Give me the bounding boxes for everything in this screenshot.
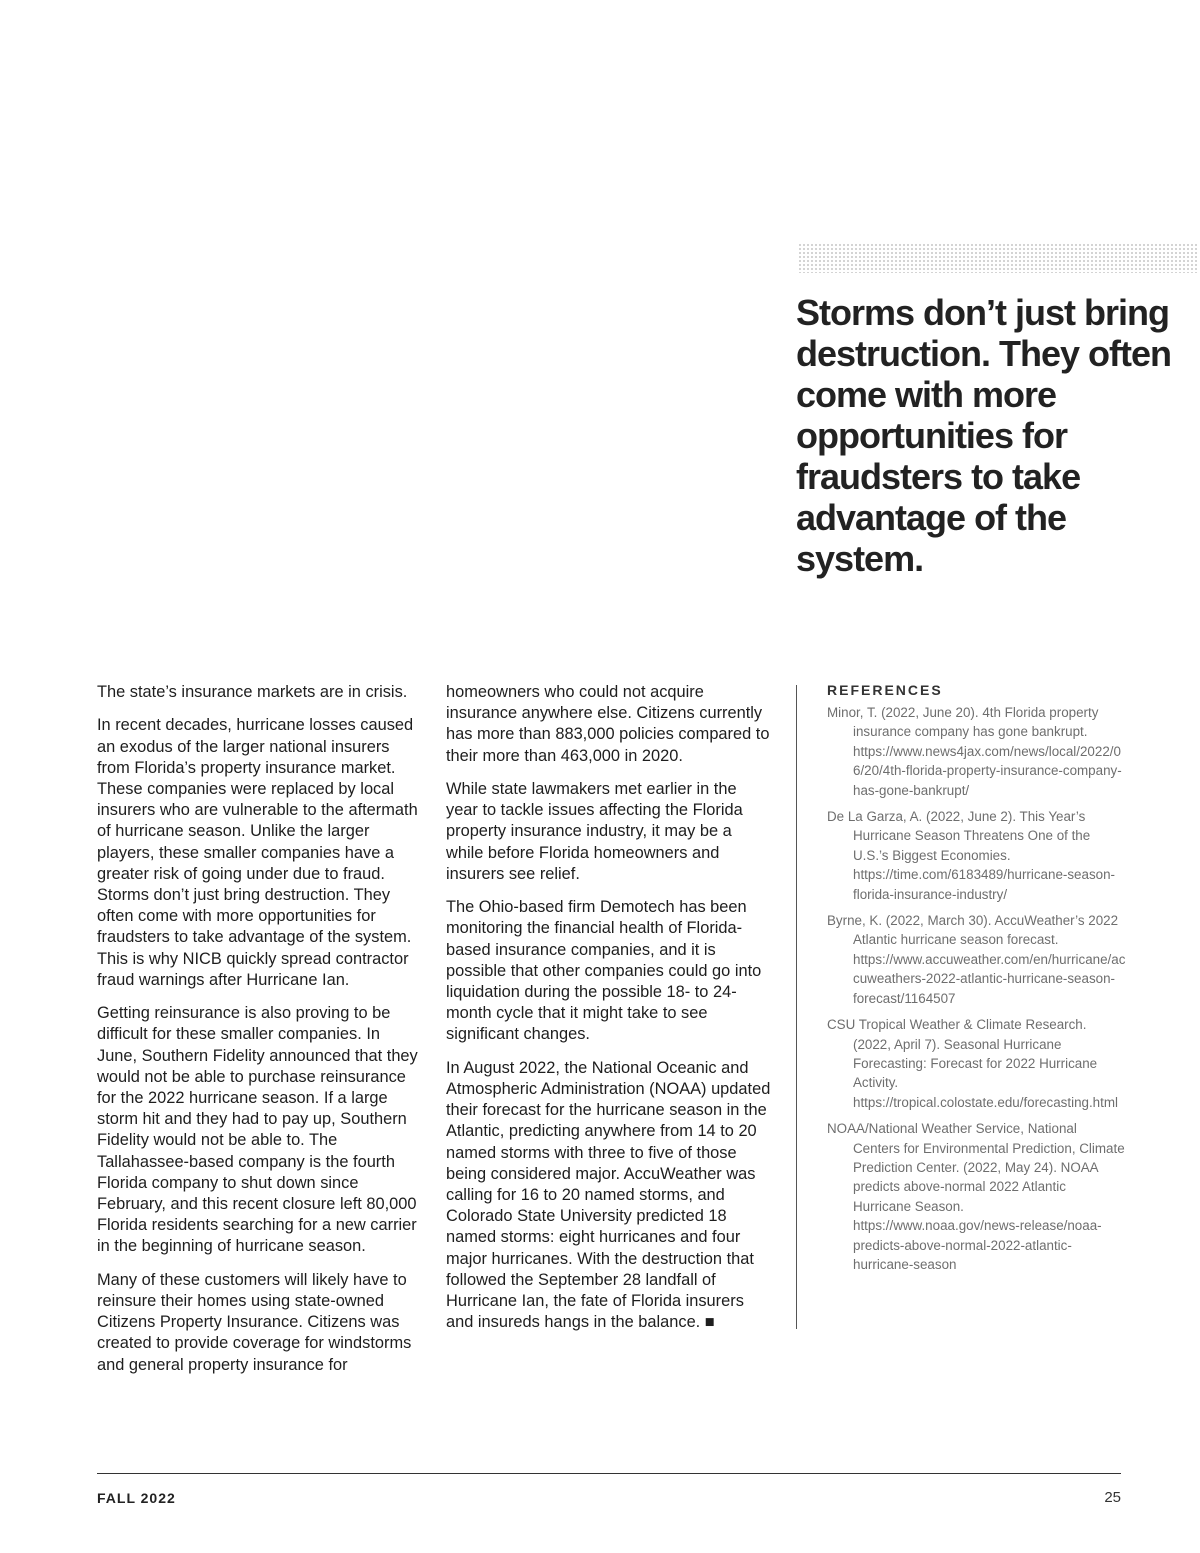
reference-item: Minor, T. (2022, June 20). 4th Florida property insurance company has gone bankrupt. https://www.news4jax.com/news/local/2022/06/20/4th-florida-property-insurance-company-has-gone-bankrupt/ bbox=[827, 705, 1122, 798]
references-section bbox=[827, 681, 1127, 1281]
pull-quote: Storms don’t just bring destruction. They often come with more opportunities for fraudsters to take advantage of the system. bbox=[796, 292, 1172, 579]
article-column-1 bbox=[97, 682, 423, 1388]
reference-item: De La Garza, A. (2022, June 2). This Year’s Hurricane Season Threatens One of the U.S.’s Biggest Economies. https://time.com/6183489/hurricane-season-florida-insurance-industry/ bbox=[827, 809, 1116, 902]
article-column-2 bbox=[446, 682, 772, 1346]
paragraph: While state lawmakers met earlier in the year to tackle issues affecting the Florida property insurance industry, it may be a while before Florida homeowners and insurers see relief. bbox=[446, 780, 743, 883]
paragraph: Many of these customers will likely have to reinsure their homes using state-owned Citizens Property Insurance. Citizens was created to provide coverage for windstorms and general property insurance for bbox=[97, 1270, 412, 1374]
references-divider bbox=[796, 685, 797, 1329]
reference-item: NOAA/National Weather Service, National Centers for Environmental Prediction, Climate Prediction Center. (2022, May 24). NOAA predicts above-normal 2022 Atlantic Hurricane Season. https://www.noaa.gov/news-release/noaa-predicts-above-normal-2022-atlantic-hurricane-season bbox=[827, 1121, 1125, 1272]
issue-label: FALL 2022 bbox=[97, 1490, 176, 1506]
paragraph: Getting reinsurance is also proving to be difficult for these smaller companies. In June, Southern Fidelity announced that they would not be able to purchase reinsurance for the 2022 hurricane season. If a large storm hit and they had to pay up, Southern Fidelity would not be able to. The Tallahassee-based company is the fourth Florida company to shut down since February, and this recent closure left 80,000 Florida residents searching for a new carrier in the beginning of hurricane season. bbox=[97, 1004, 418, 1256]
reference-item: Byrne, K. (2022, March 30). AccuWeather’s 2022 Atlantic hurricane season forecast. https://www.accuweather.com/en/hurricane/accuweathers-2022-atlantic-hurricane-season-forecast/1164507 bbox=[827, 913, 1126, 1006]
footer-divider bbox=[97, 1473, 1121, 1474]
references-heading: REFERENCES bbox=[827, 682, 943, 698]
paragraph: In recent decades, hurricane losses caused an exodus of the larger national insurers from Florida’s property insurance market. These companies were replaced by local insurers who are vulnerable to the aftermath of hurricane season. Unlike the larger players, these smaller companies have a greater risk of going under due to fraud. Storms don’t just bring destruction. They often come with more opportunities for fraudsters to take advantage of the system. This is why NICB quickly spread contractor fraud warnings after Hurricane Ian. bbox=[97, 716, 418, 989]
paragraph: homeowners who could not acquire insurance anywhere else. Citizens currently has more than 883,000 policies compared to their more than 463,000 in 2020. bbox=[446, 683, 770, 765]
paragraph: The Ohio-based firm Demotech has been monitoring the financial health of Florida-based insurance companies, and it is possible that other companies could go into liquidation during the possible 18- to 24-month cycle that it might take to see significant changes. bbox=[446, 898, 762, 1044]
page-number: 25 bbox=[1104, 1489, 1121, 1506]
paragraph: In August 2022, the National Oceanic and Atmospheric Administration (NOAA) updated their forecast for the hurricane season in the Atlantic, predicting anywhere from 14 to 20 named storms with three to five of those being considered major. AccuWeather was calling for 16 to 20 named storms, and Colorado State University predicted 18 named storms: eight hurricanes and four major hurricanes. With the destruction that followed the September 28 landfall of Hurricane Ian, the fate of Florida insurers and insureds hangs in the balance. ■ bbox=[446, 1058, 771, 1332]
dotted-texture bbox=[798, 243, 1198, 273]
reference-item: CSU Tropical Weather & Climate Research. (2022, April 7). Seasonal Hurricane Forecasting: Forecast for 2022 Hurricane Activity. https://tropical.colostate.edu/forecasting.html bbox=[827, 1017, 1118, 1110]
paragraph: The state’s insurance markets are in crisis. bbox=[97, 683, 408, 701]
